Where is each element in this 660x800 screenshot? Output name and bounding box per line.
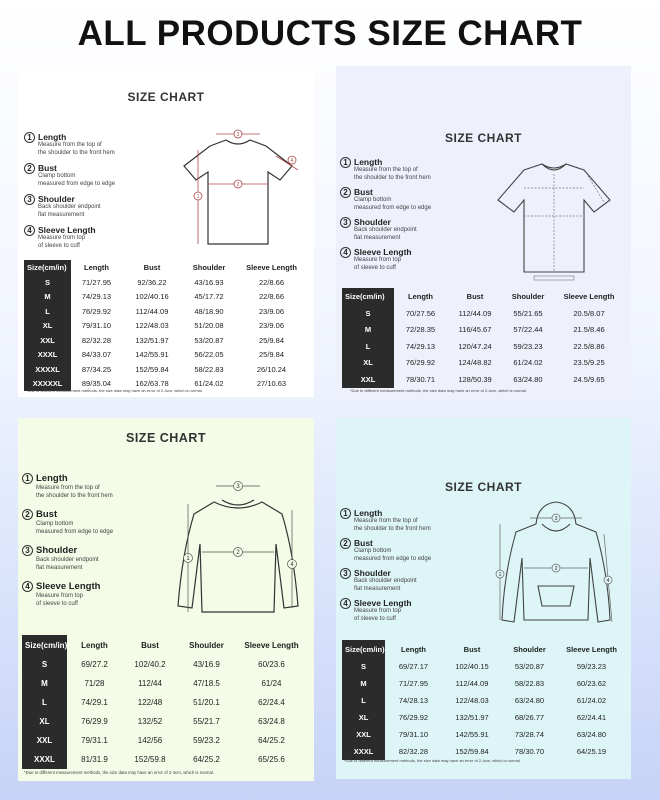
length-cell: 79/31.10 — [81, 321, 112, 331]
size-cell: XL — [342, 709, 385, 726]
svg-text:4: 4 — [606, 578, 610, 584]
bust-cell: 132/52 — [137, 717, 163, 726]
legend-desc: of sleeve to cuff — [36, 601, 78, 607]
table-row — [342, 338, 625, 355]
shoulder-cell: 53/20.87 — [194, 335, 224, 345]
legend-number: 1 — [340, 157, 351, 168]
table-row — [342, 355, 625, 372]
shoulder-cell: 55/21.65 — [513, 308, 543, 318]
sleeve-cell: 62/24.4 — [258, 698, 285, 707]
sleeve-cell: 25/9.84 — [258, 350, 285, 360]
header-length: Length — [84, 263, 109, 272]
legend-bust — [22, 509, 152, 536]
size-cell: L — [22, 693, 67, 712]
shoulder-cell: 43/16.9 — [193, 660, 220, 669]
sleeve-cell: 23.5/9.25 — [573, 358, 605, 368]
legend-length — [340, 508, 460, 533]
table-row — [342, 675, 626, 692]
shoulder-cell: 61/24.02 — [194, 379, 224, 389]
sleeve-cell: 26/10.24 — [256, 364, 287, 374]
table-row — [22, 731, 308, 750]
size-cell: L — [342, 692, 385, 709]
header-sleeve-length: Sleeve Length — [244, 640, 299, 650]
bust-cell: 142/55.91 — [135, 350, 169, 360]
legend-number: 4 — [340, 598, 351, 609]
shoulder-cell: 73/28.74 — [514, 730, 545, 739]
tshirt-icon — [168, 126, 308, 258]
sweatshirt-size-panel — [18, 418, 314, 781]
size-cell: L — [24, 304, 71, 319]
sleeve-cell: 23/9.06 — [258, 306, 285, 316]
legend-title: Length — [354, 157, 383, 167]
sleeve-cell: 20.5/8.07 — [573, 308, 605, 318]
header-bust: Bust — [141, 640, 159, 650]
legend-desc: Clamp bottom — [36, 521, 74, 527]
length-cell: 76/29.92 — [405, 358, 436, 368]
bust-cell: 122/48.03 — [135, 321, 169, 331]
shoulder-cell: 59/23.23 — [513, 341, 543, 351]
legend-title: Sleeve Length — [354, 247, 412, 257]
header-size: Size(cm/in) — [22, 635, 67, 655]
legend-desc: of sleeve to cuff — [38, 242, 80, 249]
shoulder-cell: 45/17.72 — [194, 292, 224, 302]
legend-number: 3 — [22, 545, 33, 556]
size-cell: XL — [342, 355, 394, 372]
legend-desc: flat measurement — [354, 585, 401, 592]
bust-cell: 92/36.22 — [137, 277, 167, 287]
legend-shoulder — [340, 568, 460, 593]
size-cell: XXXL — [24, 348, 71, 363]
bust-cell: 112/44.09 — [455, 679, 489, 688]
svg-text:2: 2 — [554, 566, 558, 572]
legend-number: 3 — [24, 194, 35, 205]
bust-cell: 122/48 — [137, 698, 163, 707]
svg-text:3: 3 — [554, 516, 558, 522]
bust-cell: 112/44.09 — [135, 306, 169, 316]
size-cell: XXXL — [22, 750, 67, 769]
shoulder-cell: 59/23.2 — [193, 736, 220, 745]
header-length: Length — [81, 640, 108, 650]
oversized-tshirt-size-panel — [336, 66, 631, 402]
bust-cell: 112/44 — [138, 679, 162, 688]
header-sleeve-length: Sleeve Length — [246, 263, 297, 272]
table-row — [22, 750, 308, 769]
length-cell: 82/32.28 — [398, 747, 429, 756]
length-cell: 89/35.04 — [81, 379, 112, 389]
table-row — [22, 674, 308, 693]
measurement-note: *Due to different measurement methods, the size data may have an error of 2-4cm, which is normal. — [350, 388, 527, 393]
hoodie-size-panel — [336, 418, 631, 779]
header-length: Length — [408, 292, 433, 301]
header-shoulder: Shoulder — [192, 263, 226, 272]
legend-number: 4 — [340, 247, 351, 258]
header-size: Size(cm/in) — [342, 288, 394, 305]
bust-cell: 152/59.8 — [134, 755, 166, 764]
shoulder-cell: 43/16.93 — [194, 277, 224, 287]
svg-text:4: 4 — [290, 158, 294, 164]
bust-cell: 132/51.97 — [135, 335, 169, 345]
table-row — [22, 655, 308, 674]
table-row — [342, 371, 625, 388]
bust-cell: 102/40.15 — [455, 662, 489, 671]
length-cell: 79/31.10 — [398, 730, 429, 739]
chart-title: SIZE CHART — [127, 90, 205, 104]
length-cell: 74/29.13 — [405, 341, 436, 351]
legend-number: 4 — [22, 581, 33, 592]
table-row — [22, 712, 308, 731]
length-cell: 78/30.71 — [405, 374, 436, 384]
length-cell: 71/27.95 — [81, 277, 112, 287]
shoulder-cell: 51/20.08 — [194, 321, 224, 331]
length-cell: 82/32.28 — [81, 335, 112, 345]
oversized-tshirt-icon — [484, 154, 624, 282]
header-length: Length — [401, 644, 426, 654]
shoulder-cell: 61/24.02 — [513, 358, 543, 368]
legend-number: 2 — [340, 187, 351, 198]
bust-cell: 128/50.39 — [458, 374, 492, 384]
legend-desc: Measure from the top of — [354, 518, 418, 524]
legend-number: 1 — [340, 508, 351, 519]
table-row — [342, 322, 625, 339]
legend-desc: Measure from top — [354, 608, 402, 614]
length-cell: 71/28 — [84, 679, 105, 688]
legend-number: 2 — [24, 163, 35, 174]
legend-bust — [340, 187, 460, 212]
legend-shoulder — [24, 194, 144, 219]
sleeve-cell: 22/8.66 — [258, 292, 285, 302]
header-size: Size(cm/in) — [24, 260, 71, 275]
header-sleeve-length: Sleeve Length — [563, 292, 615, 301]
legend-bust — [24, 163, 144, 188]
legend-desc: Measure from top — [38, 235, 86, 241]
legend-desc: Measure from top — [36, 593, 84, 599]
legend-title: Bust — [38, 163, 57, 173]
length-cell: 71/27.95 — [398, 679, 429, 688]
legend-number: 2 — [340, 538, 351, 549]
legend-title: Sleeve Length — [36, 581, 101, 592]
chart-title: SIZE CHART — [126, 431, 206, 445]
sleeve-cell: 60/23.6 — [258, 660, 285, 669]
shoulder-cell: 64/25.2 — [193, 755, 220, 764]
shoulder-cell: 58/22.83 — [514, 679, 545, 688]
header-sleeve-length: Sleeve Length — [566, 644, 617, 654]
bust-cell: 152/59.84 — [135, 364, 169, 374]
shoulder-cell: 63/24.80 — [513, 374, 543, 384]
sleeve-cell: 64/25.2 — [258, 736, 285, 745]
size-cell: S — [342, 305, 394, 322]
measurement-note: *Due to different measurement methods, the size data may have an error of 2-4cm, which is normal. — [344, 758, 521, 763]
legend-desc: of sleeve to cuff — [354, 615, 396, 622]
table-row — [342, 709, 626, 726]
size-cell: XXL — [342, 726, 385, 743]
legend-desc: Measure from the top of — [36, 485, 100, 491]
size-cell: XXL — [22, 731, 67, 750]
legend-desc: measured from edge to edge — [354, 555, 432, 562]
measurement-legend — [24, 132, 144, 250]
size-cell: M — [22, 674, 67, 693]
sleeve-cell: 63/24.8 — [258, 717, 285, 726]
bust-cell: 102/40.16 — [135, 292, 169, 302]
bust-cell: 122/48.03 — [455, 696, 489, 705]
sleeve-cell: 62/24.41 — [576, 713, 607, 722]
legend-sleeve-length — [340, 598, 460, 623]
svg-text:1: 1 — [196, 194, 200, 200]
length-cell: 74/29.1 — [81, 698, 108, 707]
legend-shoulder — [22, 545, 152, 572]
legend-desc: the shoulder to the front hem — [354, 174, 431, 181]
size-cell: S — [342, 658, 385, 675]
measurement-note: *Due to different measurement methods, the size data may have an error of 2-4cm, which is normal. — [26, 388, 203, 393]
size-table — [22, 635, 308, 769]
svg-text:3: 3 — [236, 132, 240, 138]
legend-title: Length — [36, 473, 68, 484]
size-cell: S — [24, 275, 71, 290]
legend-number: 1 — [22, 473, 33, 484]
header-bust: Bust — [466, 292, 484, 301]
legend-number: 3 — [340, 217, 351, 228]
measurement-legend — [22, 473, 152, 608]
sleeve-cell: 59/23.23 — [576, 662, 607, 671]
length-cell: 74/29.13 — [81, 292, 112, 302]
sleeve-cell: 65/25.6 — [258, 755, 285, 764]
legend-desc: flat measurement — [354, 234, 401, 241]
legend-shoulder — [340, 217, 460, 242]
length-cell: 69/27.17 — [398, 662, 429, 671]
size-cell: XXXXL — [24, 362, 71, 377]
length-cell: 79/31.1 — [81, 736, 108, 745]
length-cell: 70/27.56 — [405, 308, 436, 318]
header-shoulder: Shoulder — [511, 292, 545, 301]
measurement-note: *Due to different measurement methods, the size data may have an error of 2-4cm, which is normal. — [24, 770, 215, 775]
bust-cell: 142/55.91 — [455, 730, 489, 739]
legend-title: Shoulder — [38, 194, 75, 204]
size-table — [24, 260, 307, 391]
legend-title: Shoulder — [36, 545, 78, 556]
legend-length — [24, 132, 144, 157]
legend-title: Bust — [36, 509, 58, 520]
size-cell: XL — [22, 712, 67, 731]
sleeve-cell: 60/23.62 — [576, 679, 607, 688]
legend-title: Sleeve Length — [38, 225, 96, 235]
legend-desc: Clamp bottom — [354, 548, 392, 554]
bust-cell: 162/63.78 — [135, 379, 169, 389]
table-row — [22, 693, 308, 712]
bust-cell: 142/56 — [137, 736, 163, 745]
bust-cell: 102/40.2 — [134, 660, 166, 669]
shoulder-cell: 55/21.7 — [193, 717, 220, 726]
legend-desc: of sleeve to cuff — [354, 264, 396, 271]
chart-title: SIZE CHART — [445, 480, 522, 494]
shoulder-cell: 58/22.83 — [194, 364, 224, 374]
size-cell: L — [342, 338, 394, 355]
measurement-legend — [340, 508, 460, 623]
size-cell: XL — [24, 319, 71, 334]
size-cell: M — [24, 290, 71, 305]
svg-text:2: 2 — [236, 550, 240, 556]
shoulder-cell: 48/18.90 — [194, 306, 224, 316]
legend-title: Length — [38, 132, 67, 142]
legend-desc: Back shoulder endpoint — [38, 204, 101, 210]
shoulder-cell: 68/26.77 — [514, 713, 545, 722]
sleeve-cell: 21.5/8.46 — [573, 325, 605, 335]
legend-title: Shoulder — [354, 217, 391, 227]
length-cell: 87/34.25 — [81, 364, 112, 374]
table-row — [24, 290, 307, 305]
svg-text:4: 4 — [290, 562, 294, 568]
sleeve-cell: 64/25.19 — [576, 747, 607, 756]
shoulder-cell: 57/22.44 — [513, 325, 543, 335]
bust-cell: 116/45.67 — [458, 325, 492, 335]
legend-desc: Back shoulder endpoint — [36, 557, 99, 563]
table-row — [24, 319, 307, 334]
length-cell: 74/28.13 — [398, 696, 429, 705]
legend-title: Length — [354, 508, 383, 518]
length-cell: 76/29.92 — [81, 306, 112, 316]
legend-sleeve-length — [24, 225, 144, 250]
size-cell: M — [342, 322, 394, 339]
header-bust: Bust — [463, 644, 481, 654]
page-title: ALL PRODUCTS SIZE CHART — [77, 14, 583, 53]
bust-cell: 124/48.82 — [458, 358, 492, 368]
legend-length — [340, 157, 460, 182]
length-cell: 72/28.35 — [405, 325, 436, 335]
size-cell: M — [342, 675, 385, 692]
legend-desc: Clamp bottom — [38, 173, 76, 179]
legend-desc: Back shoulder endpoint — [354, 578, 417, 584]
measurement-legend — [340, 157, 460, 272]
legend-desc: the shoulder to the front hem — [354, 525, 431, 532]
hoodie-icon — [486, 494, 626, 630]
shoulder-cell: 56/22.05 — [194, 350, 224, 360]
legend-desc: the shoulder to the front hem — [36, 493, 113, 499]
legend-desc: Back shoulder endpoint — [354, 227, 417, 233]
length-cell: 69/27.2 — [81, 660, 108, 669]
table-row — [24, 304, 307, 319]
length-cell: 76/29.92 — [398, 713, 429, 722]
legend-number: 4 — [24, 225, 35, 236]
shoulder-cell: 63/24.80 — [514, 696, 545, 705]
header-bust: Bust — [143, 263, 161, 272]
legend-desc: the shoulder to the front hem — [38, 149, 115, 156]
legend-sleeve-length — [340, 247, 460, 272]
sleeve-cell: 25/9.84 — [258, 335, 285, 345]
sleeve-cell: 61/24.02 — [576, 696, 607, 705]
sleeve-cell: 23/9.06 — [258, 321, 285, 331]
table-row — [342, 658, 626, 675]
svg-text:2: 2 — [236, 182, 240, 188]
legend-title: Shoulder — [354, 568, 391, 578]
legend-desc: Clamp bottom — [354, 197, 392, 203]
size-cell: XXL — [342, 371, 394, 388]
tshirt-size-panel — [18, 66, 314, 397]
legend-desc: Measure from the top of — [38, 142, 102, 148]
shoulder-cell: 51/20.1 — [193, 698, 220, 707]
sleeve-cell: 22/8.66 — [258, 277, 285, 287]
table-row — [24, 333, 307, 348]
table-row — [342, 692, 626, 709]
legend-length — [22, 473, 152, 500]
table-row — [342, 305, 625, 322]
sleeve-cell: 22.5/8.86 — [573, 341, 605, 351]
legend-desc: measured from edge to edge — [36, 529, 114, 535]
table-row — [24, 348, 307, 363]
header-shoulder: Shoulder — [189, 640, 224, 650]
table-row — [342, 726, 626, 743]
size-cell: XXL — [24, 333, 71, 348]
legend-title: Sleeve Length — [354, 598, 412, 608]
svg-text:1: 1 — [186, 556, 190, 562]
length-cell: 84/33.07 — [81, 350, 112, 360]
sweatshirt-icon — [166, 474, 311, 624]
legend-desc: Measure from top — [354, 257, 402, 263]
legend-desc: measured from edge to edge — [354, 204, 432, 211]
bust-cell: 112/44.09 — [458, 308, 492, 318]
header-size: Size(cm/in) — [342, 640, 385, 658]
length-cell: 81/31.9 — [81, 755, 108, 764]
sleeve-cell: 24.5/9.65 — [573, 374, 605, 384]
sleeve-cell: 63/24.80 — [576, 730, 607, 739]
bust-cell: 152/59.84 — [455, 747, 489, 756]
table-row — [24, 362, 307, 377]
sleeve-cell: 61/24 — [261, 679, 282, 688]
size-cell: XXXL — [342, 743, 385, 760]
header-shoulder: Shoulder — [513, 644, 546, 654]
length-cell: 76/29.9 — [81, 717, 108, 726]
svg-text:1: 1 — [498, 572, 502, 578]
sleeve-cell: 27/10.63 — [256, 379, 287, 389]
bust-cell: 120/47.24 — [458, 341, 492, 351]
size-table — [342, 640, 626, 760]
legend-number: 2 — [22, 509, 33, 520]
legend-desc: Measure from the top of — [354, 167, 418, 173]
table-row — [24, 275, 307, 290]
legend-bust — [340, 538, 460, 563]
legend-sleeve-length — [22, 581, 152, 608]
shoulder-cell: 53/20.87 — [514, 662, 545, 671]
legend-number: 1 — [24, 132, 35, 143]
legend-title: Bust — [354, 187, 373, 197]
size-table — [342, 288, 625, 388]
shoulder-cell: 78/30.70 — [514, 747, 545, 756]
bust-cell: 132/51.97 — [455, 713, 489, 722]
legend-desc: measured from edge to edge — [38, 180, 116, 187]
legend-desc: flat measurement — [36, 565, 83, 571]
svg-text:3: 3 — [236, 484, 240, 490]
shoulder-cell: 47/18.5 — [193, 679, 220, 688]
legend-title: Bust — [354, 538, 373, 548]
legend-number: 3 — [340, 568, 351, 579]
size-cell: XXXXXL — [24, 377, 71, 392]
chart-title: SIZE CHART — [445, 131, 522, 145]
legend-desc: flat measurement — [38, 211, 85, 218]
size-cell: S — [22, 655, 67, 674]
